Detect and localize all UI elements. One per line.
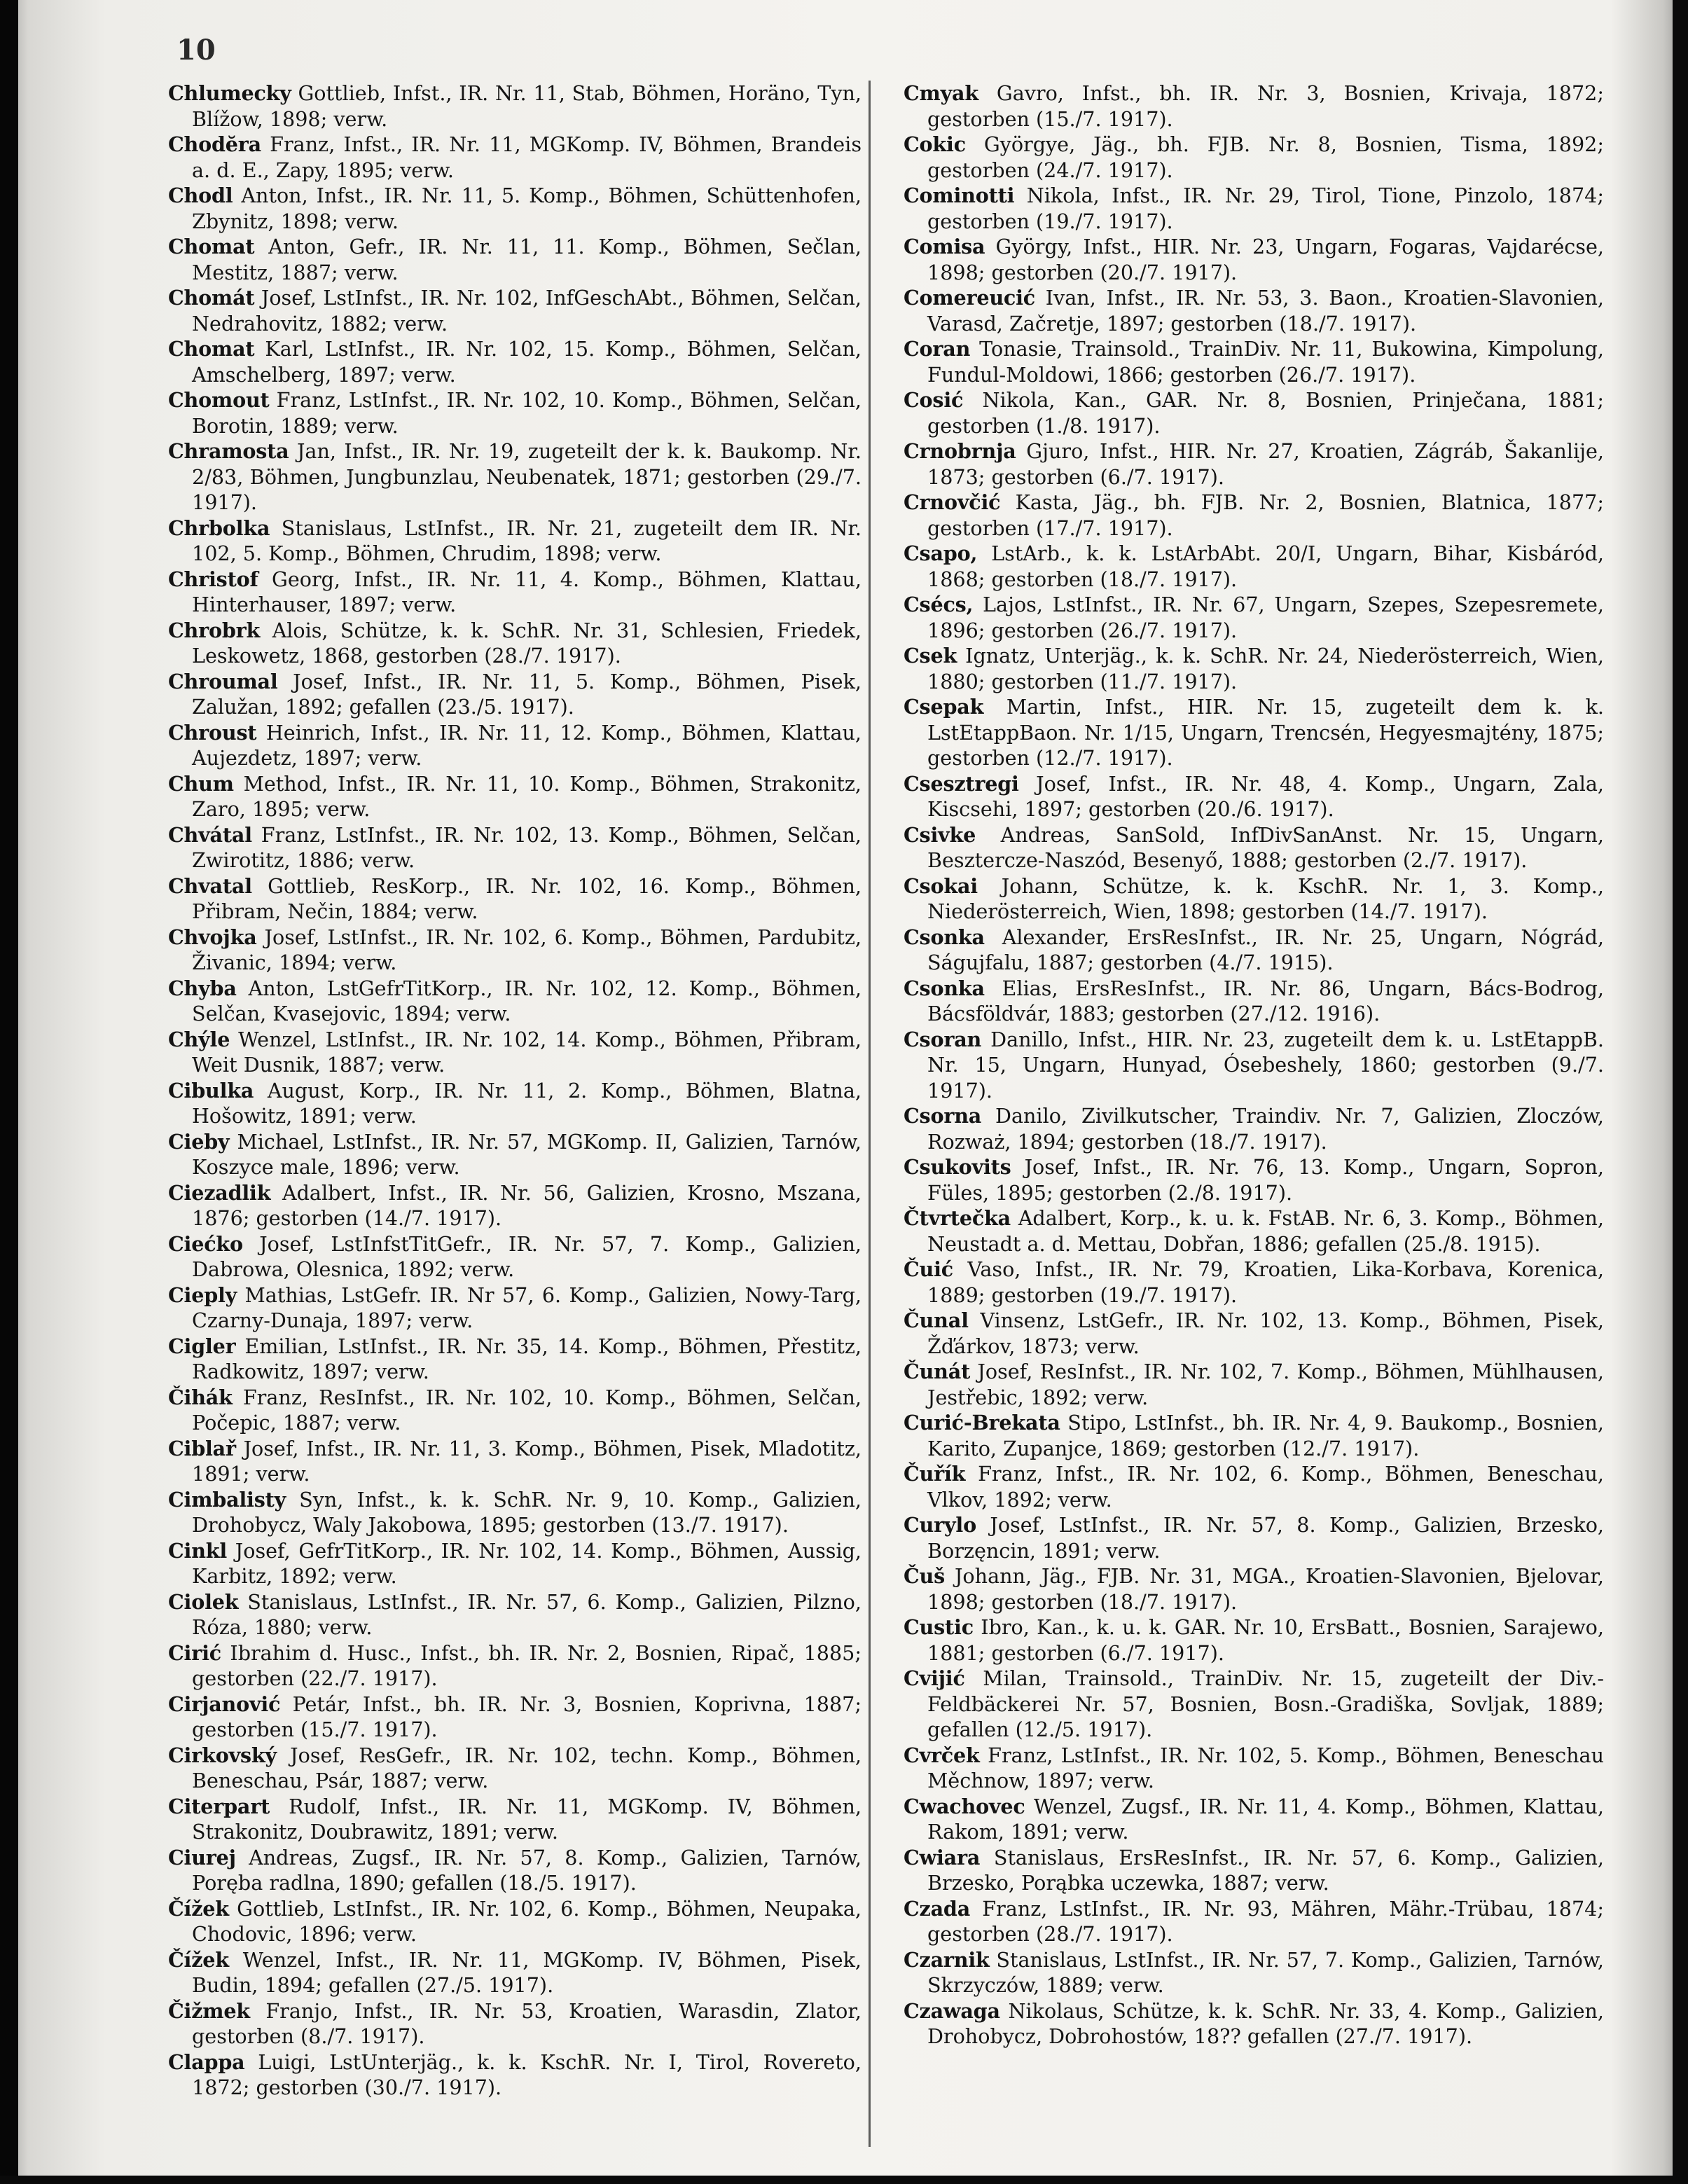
entry-details: Adalbert, Korp., k. u. k. FstAB. Nr. 6, 3. Komp., Böhmen, Neustadt a. d. Mettau, Dobřan, 1886; gefallen (25./8. 1915). [927, 1206, 1604, 1256]
column-divider [869, 81, 871, 2147]
list-entry [168, 822, 862, 873]
entry-details: Kasta, Jäg., bh. FJB. Nr. 2, Bosnien, Blatnica, 1877; gestorben (17./7. 1917). [927, 490, 1604, 540]
entry-surname: Cirkovský [168, 1743, 277, 1767]
entry-details: Alexander, ErsResInfst., IR. Nr. 25, Ungarn, Nógrád, Ságujfalu, 1887; gestorben (4./7. 1915). [927, 925, 1604, 974]
entry-surname: Chrbolka [168, 516, 270, 540]
entry-surname: Chodĕra [168, 132, 261, 156]
entry-surname: Csukovits [904, 1155, 1011, 1179]
entry-details: Stanislaus, ErsResInfst., IR. Nr. 57, 6. Komp., Galizien, Brzesko, Porąbka uczewka, 1887; verw. [927, 1845, 1604, 1895]
entry-surname: Cokic [904, 132, 966, 156]
list-entry [904, 771, 1604, 822]
entry-surname: Csoran [904, 1027, 982, 1051]
entry-surname: Čižmek [168, 1998, 250, 2023]
entry-surname: Csonka [904, 925, 985, 949]
list-entry [168, 1794, 862, 1845]
entry-details: Petár, Infst., bh. IR. Nr. 3, Bosnien, Koprivna, 1887; gestorben (15./7. 1917). [192, 1692, 862, 1741]
entry-details: Anton, Gefr., IR. Nr. 11, 11. Komp., Böhmen, Sečlan, Mestitz, 1887; verw. [192, 235, 862, 284]
entry-details: Milan, Trainsold., TrainDiv. Nr. 15, zugeteilt der Div.-Feldbäckerei Nr. 57, Bosnien, Bosn.-Gradiška, Sovljak, 1889; gefallen (12./5. 1917). [927, 1666, 1604, 1741]
entry-surname: Czawaga [904, 1998, 1000, 2023]
entry-surname: Chvátal [168, 822, 252, 847]
entry-details: Josef, ResGefr., IR. Nr. 102, techn. Komp., Böhmen, Beneschau, Psár, 1887; verw. [192, 1743, 862, 1792]
list-entry [904, 1308, 1604, 1359]
list-entry [168, 183, 862, 234]
list-entry [904, 1666, 1604, 1743]
entry-surname: Curić-Brekata [904, 1411, 1060, 1435]
left-column [168, 81, 862, 2101]
entry-surname: Čtvrtečka [904, 1206, 1011, 1230]
list-entry [168, 2050, 862, 2101]
entry-details: Andreas, SanSold, InfDivSanAnst. Nr. 15, Ungarn, Besztercze-Naszód, Besenyő, 1888; gestorben (2./7. 1917). [927, 822, 1604, 872]
entry-details: Wenzel, Zugsf., IR. Nr. 11, 4. Komp., Böhmen, Klattau, Rakom, 1891; verw. [927, 1794, 1604, 1844]
entry-details: Martin, Infst., HIR. Nr. 15, zugeteilt dem k. k. LstEtappBaon. Nr. 1/15, Ungarn, Trencsén, Hegyesmajtény, 1875; gestorben (12./7. 1917). [927, 695, 1604, 770]
entry-surname: Ciblař [168, 1436, 236, 1460]
list-entry [168, 720, 862, 771]
entry-details: Stanislaus, LstInfst., IR. Nr. 57, 7. Komp., Galizien, Tarnów, Skrzyczów, 1889; verw. [927, 1947, 1604, 1997]
list-entry [168, 1743, 862, 1794]
entry-details: Franz, LstInfst., IR. Nr. 102, 5. Komp., Böhmen, Beneschau Měchnow, 1897; verw. [927, 1743, 1604, 1792]
list-entry [904, 183, 1604, 234]
list-entry [168, 438, 862, 516]
entry-details: Gottlieb, Infst., IR. Nr. 11, Stab, Böhmen, Horäno, Tyn, Blížow, 1898; verw. [192, 81, 862, 131]
entry-surname: Chýle [168, 1027, 230, 1051]
list-entry [168, 285, 862, 336]
list-entry [168, 1998, 862, 2050]
list-entry [168, 1180, 862, 1231]
entry-details: Franjo, Infst., IR. Nr. 53, Kroatien, Warasdin, Zlator, gestorben (8./7. 1917). [192, 1998, 862, 2048]
list-entry [904, 234, 1604, 285]
list-entry [904, 490, 1604, 541]
entry-details: Nikola, Infst., IR. Nr. 29, Tirol, Tione, Pinzolo, 1874; gestorben (19./7. 1917). [927, 184, 1604, 233]
scan-border-right [1673, 0, 1688, 2184]
entry-details: Michael, LstInfst., IR. Nr. 57, MGKomp. II, Galizien, Tarnów, Koszyce male, 1896; verw. [192, 1129, 862, 1179]
list-entry [904, 1947, 1604, 1998]
list-entry [904, 1359, 1604, 1410]
entry-surname: Christof [168, 567, 258, 591]
list-entry [168, 618, 862, 669]
entry-surname: Čuić [904, 1257, 954, 1281]
entry-details: Danilo, Zivilkutscher, Traindiv. Nr. 7, Galizien, Zloczów, Rozważ, 1894; gestorben (18./7. 1917). [927, 1104, 1604, 1154]
list-entry [168, 873, 862, 925]
list-entry [168, 1334, 862, 1385]
list-entry [168, 1027, 862, 1078]
list-entry [904, 1615, 1604, 1666]
entry-surname: Chomát [168, 286, 255, 310]
entry-details: Franz, LstInfst., IR. Nr. 102, 13. Komp., Böhmen, Selčan, Zwirotitz, 1886; verw. [192, 822, 862, 872]
entry-surname: Cirjanović [168, 1692, 281, 1716]
list-entry [904, 1794, 1604, 1845]
entry-surname: Chvatal [168, 873, 252, 898]
list-entry [168, 516, 862, 567]
entry-surname: Csek [904, 644, 957, 668]
list-entry [904, 976, 1604, 1027]
entry-details: Josef, Infst., IR. Nr. 11, 5. Komp., Böhmen, Pisek, Zalužan, 1892; gefallen (23./5. 1917). [192, 669, 862, 719]
entry-surname: Cwiara [904, 1845, 981, 1869]
list-entry [168, 771, 862, 822]
entry-surname: Csonka [904, 976, 985, 1000]
entry-details: Franz, Infst., IR. Nr. 11, MGKomp. IV, Böhmen, Brandeis a. d. E., Zapy, 1895; verw. [192, 132, 862, 182]
entry-surname: Čunal [904, 1308, 969, 1332]
entry-details: Elias, ErsResInfst., IR. Nr. 86, Ungarn, Bács-Bodrog, Bácsföldvár, 1883; gestorben (27./12. 1916). [927, 976, 1604, 1025]
entry-surname: Chroust [168, 720, 257, 745]
entry-surname: Csepak [904, 695, 984, 719]
entry-details: Johann, Schütze, k. k. KschR. Nr. 1, 3. Komp., Niederösterreich, Wien, 1898; gestorben (14./7. 1917). [927, 873, 1604, 923]
entry-details: Tonasie, Trainsold., TrainDiv. Nr. 11, Bukowina, Kimpolung, Fundul-Moldowi, 1866; gestorben (26./7. 1917). [927, 337, 1604, 387]
entry-details: Josef, Infst., IR. Nr. 76, 13. Komp., Ungarn, Sopron, Füles, 1895; gestorben (2./8. 1917). [927, 1155, 1604, 1205]
entry-surname: Chodl [168, 184, 233, 207]
scan-border-left [0, 0, 18, 2184]
entry-surname: Chomat [168, 235, 255, 258]
list-entry [904, 387, 1604, 438]
list-entry [904, 1845, 1604, 1896]
entry-details: Vinsenz, LstGefr., IR. Nr. 102, 13. Komp., Böhmen, Pisek, Žďárkov, 1873; verw. [927, 1308, 1604, 1358]
entry-details: Wenzel, Infst., IR. Nr. 11, MGKomp. IV, Böhmen, Pisek, Budin, 1894; gefallen (27./5. 1917). [192, 1947, 862, 1997]
list-entry [904, 132, 1604, 183]
list-entry [904, 336, 1604, 387]
entry-details: Josef, GefrTitKorp., IR. Nr. 102, 14. Komp., Böhmen, Aussig, Karbitz, 1892; verw. [192, 1538, 862, 1588]
entry-details: Rudolf, Infst., IR. Nr. 11, MGKomp. IV, Böhmen, Strakonitz, Doubrawitz, 1891; verw. [192, 1794, 862, 1844]
entry-details: Nikolaus, Schütze, k. k. SchR. Nr. 33, 4. Komp., Galizien, Drohobycz, Dobrohostów, 18?? gefallen (27./7. 1917). [927, 1998, 1604, 2048]
entry-surname: Čunát [904, 1360, 971, 1383]
entry-details: Ivan, Infst., IR. Nr. 53, 3. Baon., Kroatien-Slavonien, Varasd, Začretje, 1897; gestorben (18./7. 1917). [927, 286, 1604, 336]
entry-surname: Cieply [168, 1283, 237, 1307]
entry-surname: Chramosta [168, 439, 289, 463]
entry-surname: Coran [904, 337, 971, 361]
entry-surname: Chomat [168, 337, 255, 361]
list-entry [168, 1283, 862, 1334]
entry-surname: Comisa [904, 235, 985, 258]
entry-surname: Cwachovec [904, 1794, 1025, 1818]
entry-surname: Cvrček [904, 1743, 980, 1767]
entry-surname: Csivke [904, 822, 976, 847]
list-entry [904, 873, 1604, 925]
list-entry [904, 285, 1604, 336]
list-entry [168, 234, 862, 285]
list-entry [904, 925, 1604, 976]
entry-surname: Cibulka [168, 1078, 254, 1103]
entry-details: Syn, Infst., k. k. SchR. Nr. 9, 10. Komp., Galizien, Drohobycz, Waly Jakobowa, 1895; gestorben (13./7. 1917). [192, 1487, 862, 1537]
entry-details: Franz, LstInfst., IR. Nr. 102, 10. Komp., Böhmen, Selčan, Borotin, 1889; verw. [192, 388, 862, 438]
entry-surname: Curylo [904, 1513, 976, 1537]
list-entry [168, 81, 862, 132]
entry-surname: Chroumal [168, 669, 278, 693]
list-entry [904, 822, 1604, 873]
list-entry [904, 541, 1604, 592]
entry-surname: Čihák [168, 1385, 233, 1409]
entry-surname: Csécs, [904, 593, 974, 616]
entry-surname: Cmyak [904, 81, 978, 105]
list-entry [904, 438, 1604, 490]
entry-surname: Cosić [904, 388, 964, 412]
entry-details: Josef, LstInfst., IR. Nr. 102, 6. Komp., Böhmen, Pardubitz, Živanic, 1894; verw. [192, 925, 862, 974]
list-entry [904, 81, 1604, 132]
entry-details: Stanislaus, LstInfst., IR. Nr. 21, zugeteilt dem IR. Nr. 102, 5. Komp., Böhmen, Chrudim, 1898; verw. [192, 516, 862, 565]
entry-details: Franz, ResInfst., IR. Nr. 102, 10. Komp., Böhmen, Selčan, Počepic, 1887; verw. [192, 1385, 862, 1435]
list-entry [904, 1743, 1604, 1794]
entry-details: Lajos, LstInfst., IR. Nr. 67, Ungarn, Szepes, Szepesremete, 1896; gestorben (26./7. 1917). [927, 593, 1604, 642]
list-entry [904, 1205, 1604, 1257]
list-entry [168, 1947, 862, 1998]
entry-surname: Chum [168, 771, 234, 796]
entry-surname: Cominotti [904, 184, 1015, 207]
entry-details: Luigi, LstUnterjäg., k. k. KschR. Nr. I, Tirol, Rovereto, 1872; gestorben (30./7. 1917). [192, 2050, 862, 2099]
list-entry [168, 1385, 862, 1436]
entry-details: Johann, Jäg., FJB. Nr. 31, MGA., Kroatien-Slavonien, Bjelovar, 1898; gestorben (18./7. 1917). [927, 1564, 1604, 1614]
entry-surname: Cvijić [904, 1666, 965, 1690]
entry-details: Györgye, Jäg., bh. FJB. Nr. 8, Bosnien, Tisma, 1892; gestorben (24./7. 1917). [927, 132, 1604, 182]
entry-details: Josef, LstInfst., IR. Nr. 102, InfGeschAbt., Böhmen, Selčan, Nedrahovitz, 1882; verw. [192, 286, 862, 336]
entry-surname: Chyba [168, 976, 237, 1000]
list-entry [904, 1027, 1604, 1104]
list-entry [168, 1692, 862, 1743]
entry-surname: Cieby [168, 1129, 230, 1154]
list-entry [168, 336, 862, 387]
scan-border-bottom [0, 2176, 1688, 2184]
entry-surname: Chomout [168, 388, 270, 412]
entry-surname: Csesztregi [904, 771, 1019, 796]
list-entry [168, 1487, 862, 1538]
entry-details: Josef, LstInfstTitGefr., IR. Nr. 57, 7. Komp., Galizien, Dabrowa, Olesnica, 1892; verw. [192, 1231, 862, 1281]
entry-surname: Chvojka [168, 925, 257, 949]
list-entry [168, 1436, 862, 1487]
entry-details: Gottlieb, LstInfst., IR. Nr. 102, 6. Komp., Böhmen, Neupaka, Chodovic, 1896; verw. [192, 1896, 862, 1946]
entry-details: Gavro, Infst., bh. IR. Nr. 3, Bosnien, Krivaja, 1872; gestorben (15./7. 1917). [927, 81, 1604, 131]
entry-details: Stipo, LstInfst., bh. IR. Nr. 4, 9. Baukomp., Bosnien, Karito, Zupanjce, 1869; gestorben (12./7. 1917). [927, 1411, 1604, 1460]
entry-details: Adalbert, Infst., IR. Nr. 56, Galizien, Krosno, Mszana, 1876; gestorben (14./7. 1917). [192, 1180, 862, 1230]
list-entry [168, 1538, 862, 1589]
entry-details: Alois, Schütze, k. k. SchR. Nr. 31, Schlesien, Friedek, Leskowetz, 1868, gestorben (28./7. 1917). [192, 618, 862, 668]
entry-surname: Czarnik [904, 1947, 990, 1972]
entry-surname: Custic [904, 1615, 974, 1639]
list-entry [168, 1129, 862, 1180]
entry-surname: Ciećko [168, 1231, 243, 1256]
entry-details: Wenzel, LstInfst., IR. Nr. 102, 14. Komp., Böhmen, Přibram, Weit Dusnik, 1887; verw. [192, 1027, 862, 1077]
entry-details: Anton, Infst., IR. Nr. 11, 5. Komp., Böhmen, Schüttenhofen, Zbynitz, 1898; verw. [192, 184, 862, 233]
entry-details: Nikola, Kan., GAR. Nr. 8, Bosnien, Prinječana, 1881; gestorben (1./8. 1917). [927, 388, 1604, 438]
right-column [904, 81, 1604, 2050]
entry-surname: Crnobrnja [904, 439, 1016, 463]
entry-surname: Čížek [168, 1896, 229, 1921]
entry-details: Ignatz, Unterjäg., k. k. SchR. Nr. 24, Niederösterreich, Wien, 1880; gestorben (11./7. 1917). [927, 644, 1604, 693]
list-entry [904, 1410, 1604, 1461]
list-entry [904, 592, 1604, 643]
entry-details: Franz, Infst., IR. Nr. 102, 6. Komp., Böhmen, Beneschau, Vlkov, 1892; verw. [927, 1462, 1604, 1512]
entry-surname: Chlumecky [168, 81, 291, 105]
entry-details: Josef, Infst., IR. Nr. 11, 3. Komp., Böhmen, Pisek, Mladotitz, 1891; verw. [192, 1436, 862, 1486]
list-entry [904, 1998, 1604, 2050]
entry-details: Georg, Infst., IR. Nr. 11, 4. Komp., Böhmen, Klattau, Hinterhauser, 1897; verw. [192, 567, 862, 616]
entry-details: Gjuro, Infst., HIR. Nr. 27, Kroatien, Zágráb, Šakanlije, 1873; gestorben (6./7. 1917). [927, 439, 1604, 489]
entry-surname: Csapo, [904, 541, 978, 565]
list-entry [904, 1461, 1604, 1512]
list-entry [168, 1078, 862, 1129]
entry-surname: Csorna [904, 1104, 982, 1128]
list-entry [168, 132, 862, 183]
entry-details: Jan, Infst., IR. Nr. 19, zugeteilt der k. k. Baukomp. Nr. 2/83, Böhmen, Jungbunzlau, Neubenatek, 1871; gestorben (29./7. 1917). [192, 439, 862, 514]
entry-surname: Čížek [168, 1947, 229, 1972]
list-entry [904, 1896, 1604, 1947]
entry-details: Ibro, Kan., k. u. k. GAR. Nr. 10, ErsBatt., Bosnien, Sarajewo, 1881; gestorben (6./7. 1917). [927, 1615, 1604, 1665]
list-entry [168, 669, 862, 720]
list-entry [168, 1231, 862, 1283]
list-entry [904, 1154, 1604, 1205]
list-entry [168, 1589, 862, 1640]
entry-details: Josef, ResInfst., IR. Nr. 102, 7. Komp., Böhmen, Mühlhausen, Jestřebic, 1892; verw. [927, 1360, 1604, 1409]
entry-surname: Cigler [168, 1334, 236, 1358]
entry-details: August, Korp., IR. Nr. 11, 2. Komp., Böhmen, Blatna, Hošowitz, 1891; verw. [192, 1078, 862, 1128]
entry-surname: Ciurej [168, 1845, 236, 1869]
list-entry [904, 1257, 1604, 1308]
list-entry [168, 1896, 862, 1947]
entry-details: Mathias, LstGefr. IR. Nr 57, 6. Komp., Galizien, Nowy-Targ, Czarny-Dunaja, 1897; verw. [192, 1283, 862, 1332]
entry-details: Ibrahim d. Husc., Infst., bh. IR. Nr. 2, Bosnien, Ripač, 1885; gestorben (22./7. 1917). [192, 1640, 862, 1690]
list-entry [904, 1103, 1604, 1154]
entry-details: Josef, Infst., IR. Nr. 48, 4. Komp., Ungarn, Zala, Kiscsehi, 1897; gestorben (20./6. 1917). [927, 771, 1604, 821]
entry-details: Danillo, Infst., HIR. Nr. 23, zugeteilt dem k. u. LstEtappB. Nr. 15, Ungarn, Hunyad, Ósebeshely, 1860; gestorben (9./7. 1917). [927, 1027, 1604, 1103]
list-entry [904, 1563, 1604, 1615]
list-entry [904, 643, 1604, 694]
list-entry [168, 925, 862, 976]
entry-details: Gottlieb, ResKorp., IR. Nr. 102, 16. Komp., Böhmen, Přibram, Nečin, 1884; verw. [192, 873, 862, 923]
entry-details: Karl, LstInfst., IR. Nr. 102, 15. Komp., Böhmen, Selčan, Amschelberg, 1897; verw. [192, 337, 862, 387]
list-entry [168, 1845, 862, 1896]
entry-details: Vaso, Infst., IR. Nr. 79, Kroatien, Lika-Korbava, Korenica, 1889; gestorben (19./7. 1917). [927, 1257, 1604, 1307]
entry-surname: Čuš [904, 1564, 946, 1588]
list-entry [168, 387, 862, 438]
entry-details: Franz, LstInfst., IR. Nr. 93, Mähren, Mähr.-Trübau, 1874; gestorben (28./7. 1917). [927, 1896, 1604, 1946]
entry-surname: Čuřík [904, 1462, 966, 1486]
entry-surname: Ciolek [168, 1589, 239, 1614]
entry-surname: Comereucić [904, 286, 1036, 310]
entry-details: Stanislaus, LstInfst., IR. Nr. 57, 6. Komp., Galizien, Pilzno, Róza, 1880; verw. [192, 1589, 862, 1639]
list-entry [904, 1512, 1604, 1563]
entry-details: Emilian, LstInfst., IR. Nr. 35, 14. Komp., Böhmen, Přestitz, Radkowitz, 1897; verw. [192, 1334, 862, 1383]
entry-surname: Cimbalisty [168, 1487, 286, 1512]
entry-details: Andreas, Zugsf., IR. Nr. 57, 8. Komp., Galizien, Tarnów, Poręba radlna, 1890; gefallen (18./5. 1917). [192, 1845, 862, 1895]
entry-surname: Czada [904, 1896, 971, 1921]
entry-details: Method, Infst., IR. Nr. 11, 10. Komp., Böhmen, Strakonitz, Zaro, 1895; verw. [192, 771, 862, 821]
entry-details: Heinrich, Infst., IR. Nr. 11, 12. Komp., Böhmen, Klattau, Aujezdetz, 1897; verw. [192, 720, 862, 770]
list-entry [168, 567, 862, 618]
entry-surname: Cinkl [168, 1538, 228, 1563]
entry-surname: Csokai [904, 873, 978, 898]
entry-details: Josef, LstInfst., IR. Nr. 57, 8. Komp., Galizien, Brzesko, Borzęncin, 1891; verw. [927, 1513, 1604, 1563]
entry-surname: Clappa [168, 2050, 245, 2074]
entry-details: Anton, LstGefrTitKorp., IR. Nr. 102, 12. Komp., Böhmen, Selčan, Kvasejovic, 1894; verw. [192, 976, 862, 1025]
list-entry [168, 976, 862, 1027]
entry-surname: Cirić [168, 1640, 221, 1665]
entry-surname: Crnovčić [904, 490, 1001, 514]
entry-surname: Chrobrk [168, 618, 261, 642]
list-entry [168, 1640, 862, 1692]
page-number: 10 [177, 34, 216, 67]
entry-surname: Citerpart [168, 1794, 270, 1818]
entry-details: LstArb., k. k. LstArbAbt. 20/I, Ungarn, Bihar, Kisbáród, 1868; gestorben (18./7. 1917). [927, 541, 1604, 591]
entry-details: György, Infst., HIR. Nr. 23, Ungarn, Fogaras, Vajdarécse, 1898; gestorben (20./7. 1917). [927, 235, 1604, 284]
entry-surname: Ciezadlik [168, 1180, 271, 1205]
list-entry [904, 694, 1604, 771]
